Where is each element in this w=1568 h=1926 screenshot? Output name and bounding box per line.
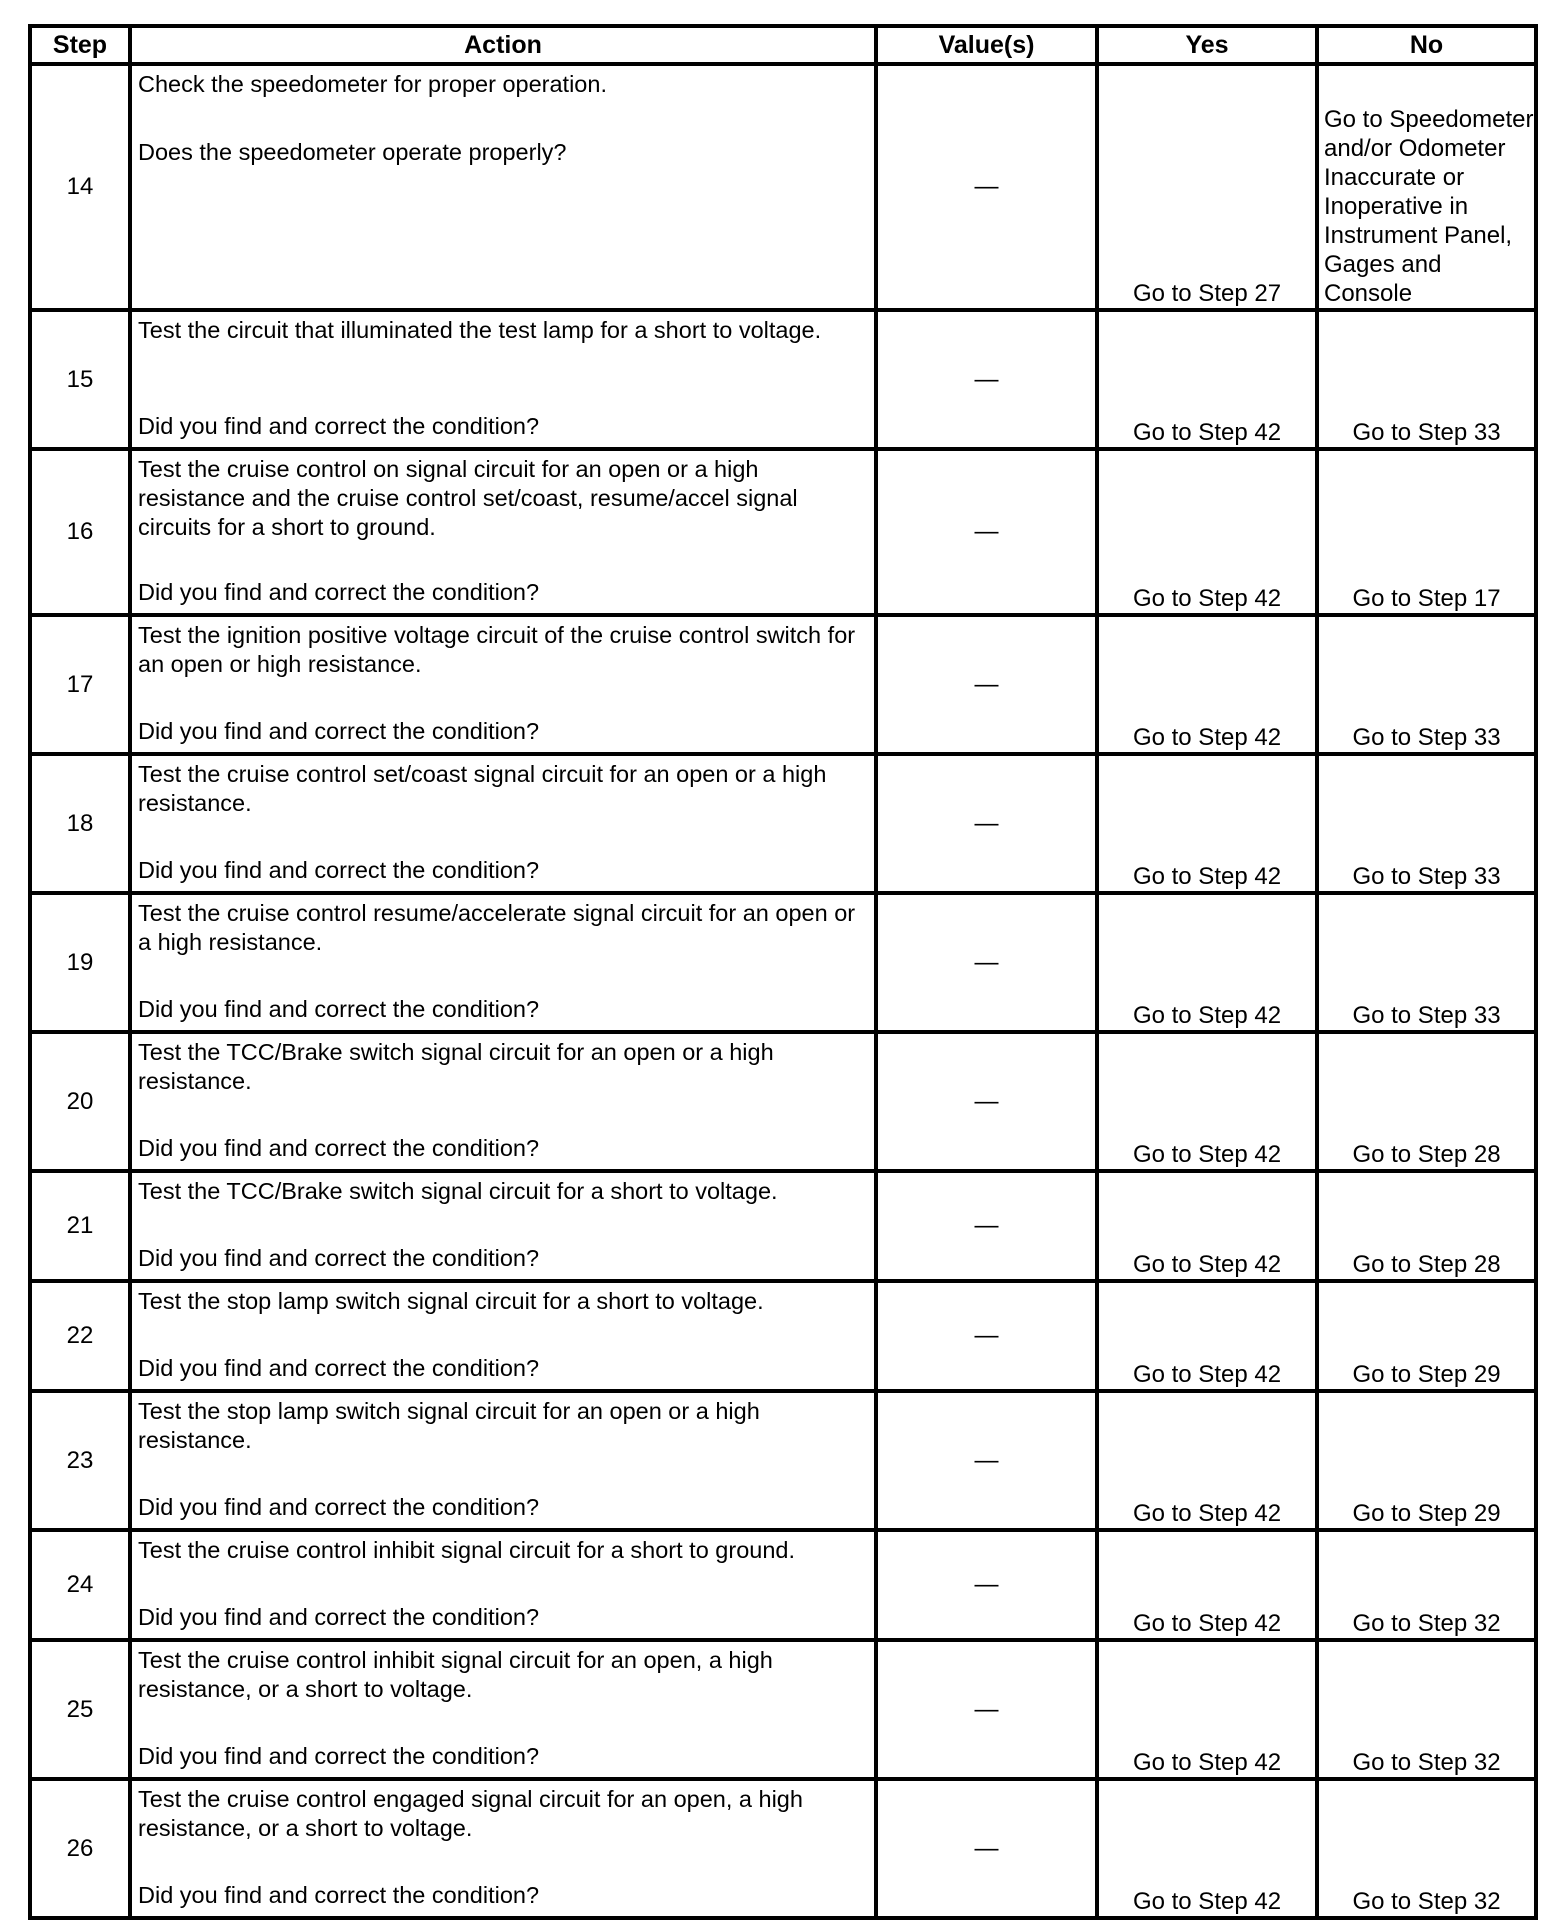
value-cell: — [876,1281,1097,1391]
action-cell [130,1391,876,1530]
action-instruction: Test the stop lamp switch signal circuit for a short to voltage. [138,1288,764,1314]
yes-cell: Go to Step 42 [1097,1281,1317,1391]
no-cell: Go to Step 17 [1317,449,1536,615]
step-number: 15 [30,310,130,449]
column-header-action: Action [130,26,876,64]
no-cell: Go to Step 33 [1317,754,1536,893]
diagnostic-table [28,24,1538,1920]
column-header-yes: Yes [1097,26,1317,64]
step-number: 18 [30,754,130,893]
action-cell [130,754,876,893]
table-row [30,1391,1536,1530]
step-number: 16 [30,449,130,615]
no-cell: Go to Step 33 [1317,893,1536,1032]
value-cell: — [876,615,1097,754]
yes-cell: Go to Step 42 [1097,1171,1317,1281]
action-instruction: Test the stop lamp switch signal circuit for an open or a high resistance. [138,1398,760,1453]
action-cell [130,1171,876,1281]
action-question: Does the speedometer operate properly? [138,139,567,165]
step-number: 26 [30,1779,130,1918]
no-cell: Go to Step 29 [1317,1391,1536,1530]
step-number: 14 [30,64,130,310]
table-row [30,64,1536,310]
action-instruction: Check the speedometer for proper operation. [138,71,607,97]
step-number: 19 [30,893,130,1032]
action-cell [130,1779,876,1918]
step-number: 22 [30,1281,130,1391]
action-question: Did you find and correct the condition? [138,996,540,1022]
action-question: Did you find and correct the condition? [138,1743,540,1769]
action-cell [130,310,876,449]
action-cell [130,1530,876,1640]
action-instruction: Test the cruise control resume/accelerate signal circuit for an open or a high resistance. [138,900,856,955]
yes-cell: Go to Step 27 [1097,64,1317,310]
table-row [30,1281,1536,1391]
value-cell: — [876,310,1097,449]
value-cell: — [876,1032,1097,1171]
table-row [30,1779,1536,1918]
action-instruction: Test the cruise control on signal circuit for an open or a high resistance and the cruise control set/coast, resume/accel signal circuits for a short to ground. [138,456,798,540]
table-row [30,449,1536,615]
action-question: Did you find and correct the condition? [138,1135,540,1161]
action-instruction: Test the TCC/Brake switch signal circuit for a short to voltage. [138,1178,778,1204]
no-cell: Go to Step 28 [1317,1032,1536,1171]
action-question: Did you find and correct the condition? [138,1494,540,1520]
step-number: 24 [30,1530,130,1640]
value-cell: — [876,754,1097,893]
step-number: 21 [30,1171,130,1281]
yes-cell: Go to Step 42 [1097,1640,1317,1779]
no-cell: Go to Step 32 [1317,1640,1536,1779]
column-header-step: Step [30,26,130,64]
action-instruction: Test the cruise control set/coast signal circuit for an open or a high resistance. [138,761,827,816]
column-header-values: Value(s) [876,26,1097,64]
action-cell [130,1281,876,1391]
action-cell [130,615,876,754]
action-cell [130,1032,876,1171]
value-cell: — [876,1391,1097,1530]
value-cell: — [876,1779,1097,1918]
action-instruction: Test the TCC/Brake switch signal circuit for an open or a high resistance. [138,1039,774,1094]
action-question: Did you find and correct the condition? [138,1604,540,1630]
action-question: Did you find and correct the condition? [138,1882,540,1908]
table-row [30,754,1536,893]
step-number: 23 [30,1391,130,1530]
yes-cell: Go to Step 42 [1097,1391,1317,1530]
table-row [30,1640,1536,1779]
table-row [30,1171,1536,1281]
value-cell: — [876,1640,1097,1779]
table-row [30,1530,1536,1640]
action-question: Did you find and correct the condition? [138,579,540,605]
table-row [30,310,1536,449]
action-question: Did you find and correct the condition? [138,1355,540,1381]
header-row [30,26,1536,64]
no-cell: Go to Step 29 [1317,1281,1536,1391]
no-cell: Go to Step 33 [1317,310,1536,449]
action-cell [130,64,876,310]
yes-cell: Go to Step 42 [1097,1530,1317,1640]
step-number: 20 [30,1032,130,1171]
action-cell [130,1640,876,1779]
table-row [30,615,1536,754]
action-instruction: Test the cruise control inhibit signal circuit for an open, a high resistance, or a short to voltage. [138,1647,773,1702]
action-instruction: Test the cruise control inhibit signal circuit for a short to ground. [138,1537,796,1563]
action-question: Did you find and correct the condition? [138,1245,540,1271]
no-cell [1317,64,1536,310]
no-cell: Go to Step 33 [1317,615,1536,754]
step-number: 25 [30,1640,130,1779]
step-number: 17 [30,615,130,754]
yes-cell: Go to Step 42 [1097,1779,1317,1918]
no-cell: Go to Step 28 [1317,1171,1536,1281]
yes-cell: Go to Step 42 [1097,310,1317,449]
action-instruction: Test the ignition positive voltage circuit of the cruise control switch for an open or high resistance. [138,622,856,677]
yes-cell: Go to Step 42 [1097,615,1317,754]
no-cell: Go to Step 32 [1317,1530,1536,1640]
value-cell: — [876,1530,1097,1640]
column-header-no: No [1317,26,1536,64]
action-instruction: Test the cruise control engaged signal circuit for an open, a high resistance, or a short to voltage. [138,1786,803,1841]
value-cell: — [876,449,1097,615]
action-instruction: Test the circuit that illuminated the test lamp for a short to voltage. [138,317,822,343]
no-cell-text: Go to Speedometer and/or Odometer Inaccurate or Inoperative in Instrument Panel, Gages and Console [1324,106,1534,307]
yes-cell: Go to Step 42 [1097,449,1317,615]
value-cell: — [876,1171,1097,1281]
action-cell [130,449,876,615]
no-cell: Go to Step 32 [1317,1779,1536,1918]
action-cell [130,893,876,1032]
action-question: Did you find and correct the condition? [138,413,540,439]
action-question: Did you find and correct the condition? [138,718,540,744]
action-question: Did you find and correct the condition? [138,857,540,883]
table-row [30,1032,1536,1171]
yes-cell: Go to Step 42 [1097,1032,1317,1171]
yes-cell: Go to Step 42 [1097,893,1317,1032]
value-cell: — [876,893,1097,1032]
value-cell: — [876,64,1097,310]
yes-cell: Go to Step 42 [1097,754,1317,893]
table-row [30,893,1536,1032]
